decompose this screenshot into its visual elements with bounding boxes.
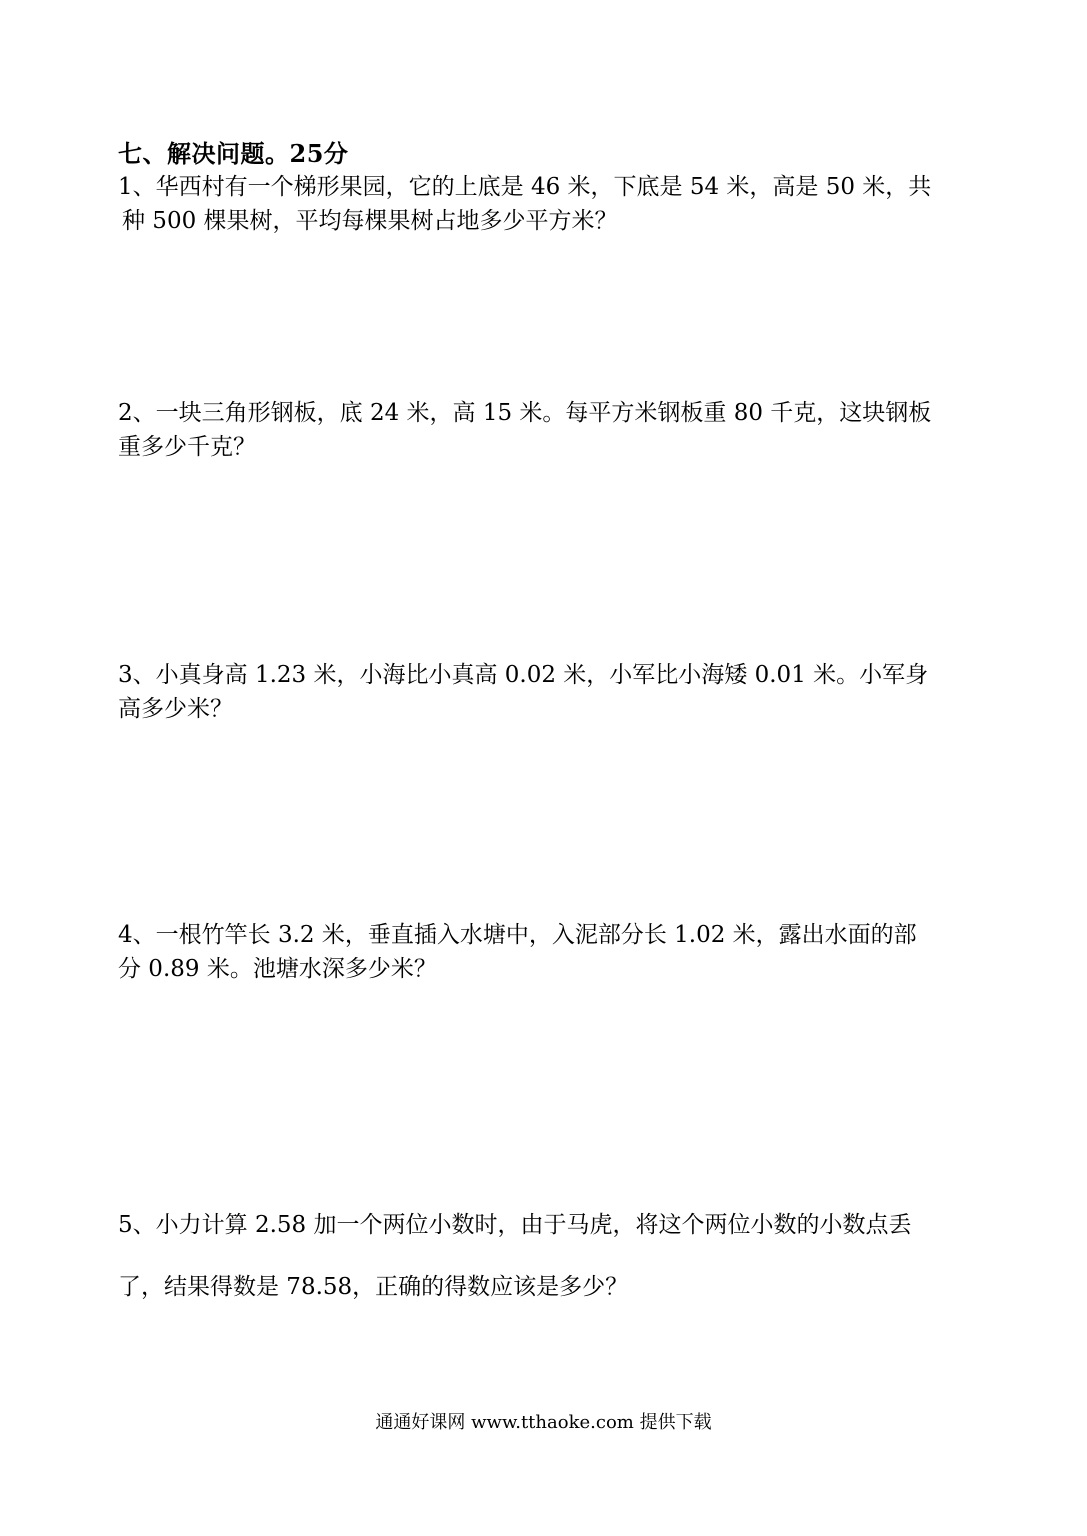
question-1-line-2: 种 500 棵果树，平均每棵果树占地多少平方米？	[122, 208, 618, 234]
question-3	[118, 658, 973, 726]
question-4-line-2: 分 0.89 米。池塘水深多少米？	[118, 956, 437, 982]
question-5-line-1: 5、小力计算 2.58 加一个两位小数时，由于马虎，将这个两位小数的小数点丢	[118, 1212, 912, 1238]
question-5-line-2: 了，结果得数是 78.58，正确的得数应该是多少？	[118, 1274, 629, 1300]
page-footer: 通通好课网 www.tthaoke.com 提供下载	[375, 1412, 712, 1433]
question-5	[118, 1194, 973, 1318]
question-1	[118, 170, 973, 238]
question-3-line-2: 高多少米？	[118, 696, 233, 722]
question-3-line-1: 3、小真身高 1.23 米，小海比小真高 0.02 米，小军比小海矮 0.01 米。小军身	[118, 662, 929, 688]
question-4-line-1: 4、一根竹竿长 3.2 米，垂直插入水塘中，入泥部分长 1.02 米，露出水面的部	[118, 922, 917, 948]
question-2-line-1: 2、一块三角形钢板，底 24 米，高 15 米。每平方米钢板重 80 千克，这块钢板	[118, 400, 932, 426]
question-4	[118, 918, 973, 986]
section-title: 七、解决问题。25分	[118, 139, 349, 168]
question-2	[118, 396, 973, 464]
question-1-line-1: 1、华西村有一个梯形果园，它的上底是 46 米，下底是 54 米，高是 50 米，共	[118, 174, 932, 200]
question-2-line-2: 重多少千克？	[118, 434, 256, 460]
